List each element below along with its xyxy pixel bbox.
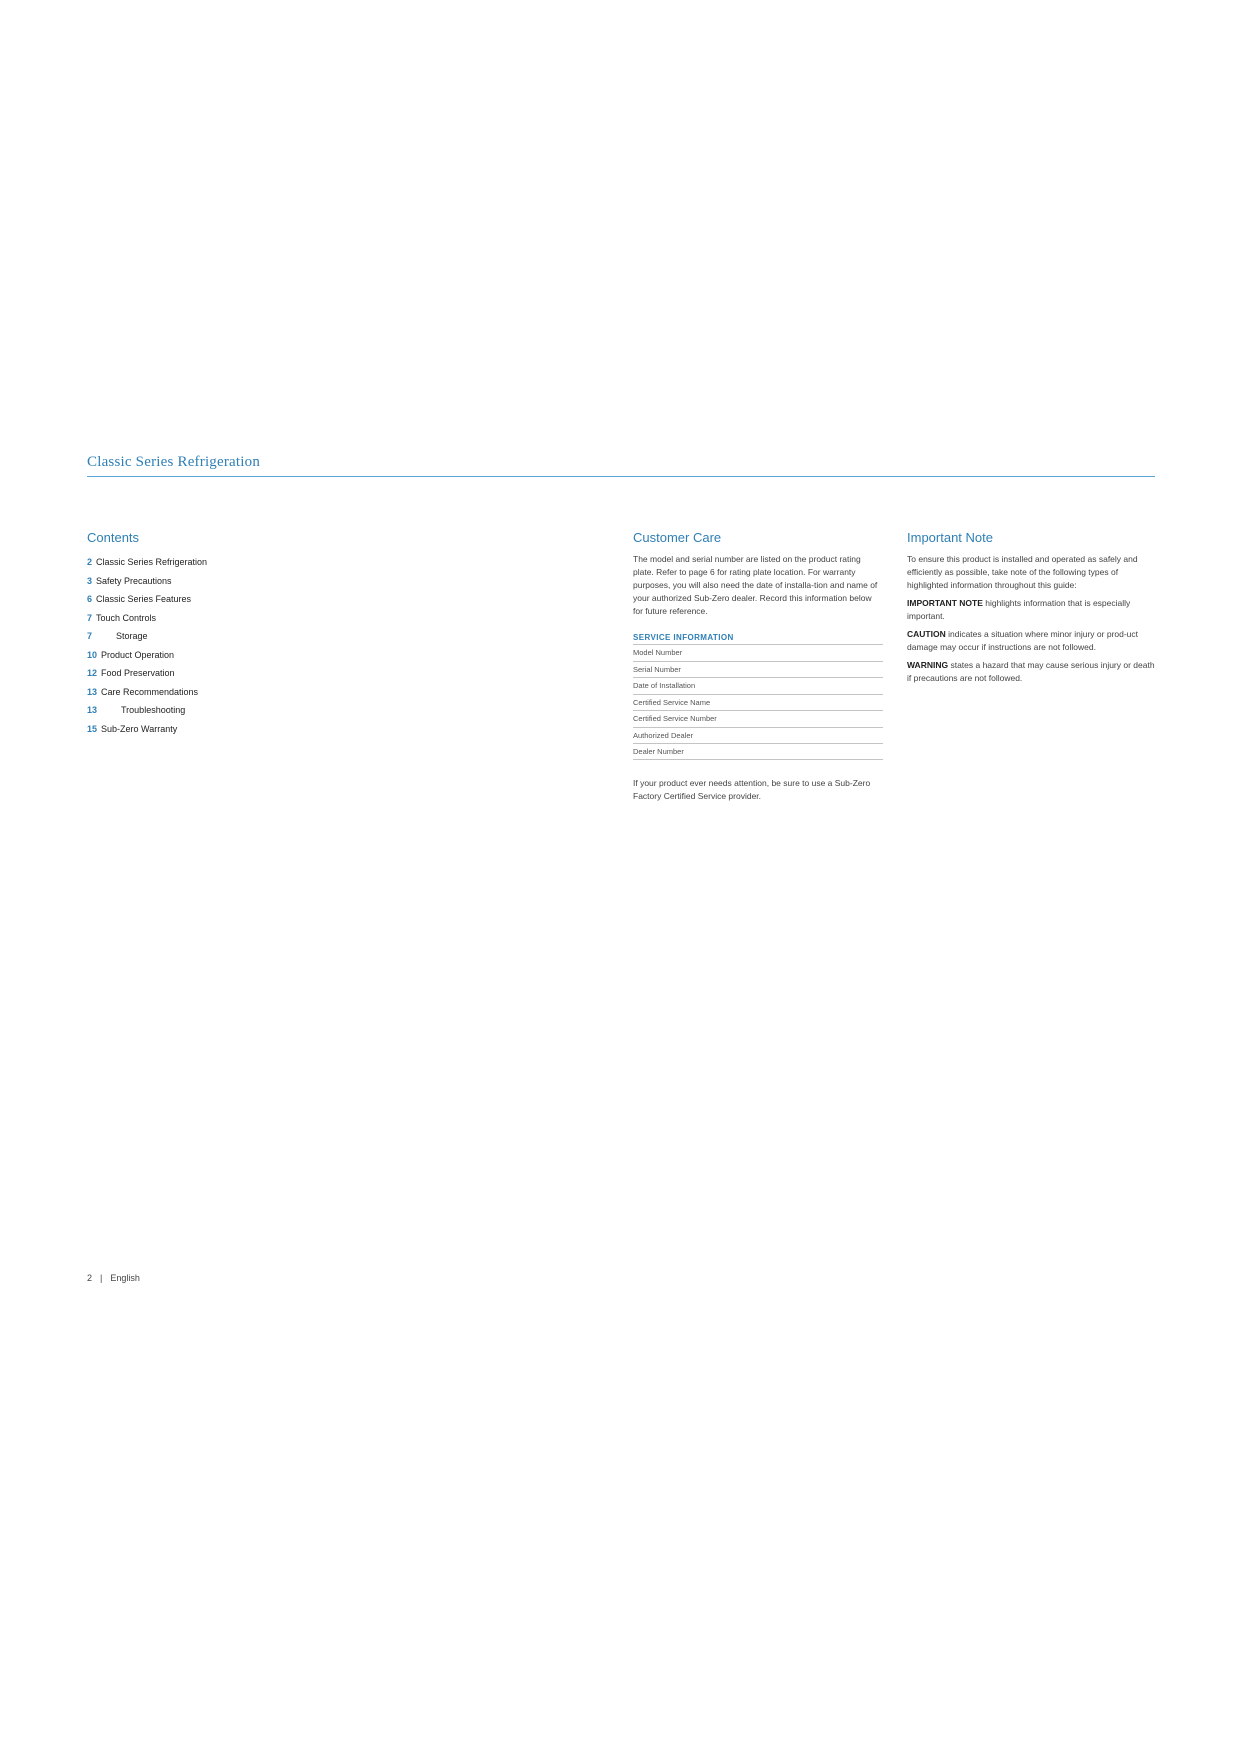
customer-care-section [633, 530, 883, 803]
page-title: Classic Series Refrigeration [87, 454, 261, 470]
footer-language: English [110, 1273, 140, 1283]
page-number: 2 [87, 1273, 93, 1283]
toc-item[interactable] [87, 664, 347, 683]
toc-label: Sub-Zero Warranty [101, 723, 178, 734]
important-note-intro: To ensure this product is installed and operated as safely and efficiently as possible, take note of the following types of highlighted information throughout this guide: [907, 554, 1138, 590]
toc-item[interactable] [87, 627, 347, 646]
note-text: indicates a situation where minor injury or prod-uct damage may occur if instructions are not followed. [907, 629, 1139, 652]
toc-page-number: 6 [87, 594, 93, 604]
service-field-serial-number[interactable]: Serial Number [633, 661, 883, 678]
toc-label: Troubleshooting [121, 705, 186, 715]
toc-page-number: 3 [87, 575, 93, 586]
note-term: WARNING [907, 660, 949, 670]
important-note-heading: Important Note [907, 530, 993, 545]
customer-care-heading: Customer Care [633, 530, 722, 545]
toc-page-number: 2 [87, 557, 93, 567]
service-field-authorized-dealer[interactable]: Authorized Dealer [633, 727, 883, 744]
toc-page-number: 13 [87, 686, 98, 697]
note-item-important [907, 597, 1157, 623]
toc-item[interactable] [87, 572, 347, 591]
note-item-warning [907, 659, 1157, 685]
service-field-dealer-number[interactable]: Dealer Number [633, 743, 883, 760]
service-field-certified-service-number[interactable]: Certified Service Number [633, 710, 883, 727]
customer-care-footer-text: If your product ever needs attention, be sure to use a Sub-Zero Factory Certified Service provider. [633, 777, 871, 801]
toc-label: Safety Precautions [96, 575, 172, 586]
service-field-date-of-installation[interactable]: Date of Installation [633, 677, 883, 694]
toc-item[interactable] [87, 609, 347, 628]
toc-item[interactable] [87, 553, 347, 572]
note-term: IMPORTANT NOTE [907, 598, 983, 608]
footer-separator: | [100, 1273, 103, 1283]
toc-label: Classic Series Refrigeration [96, 557, 208, 567]
service-field-model-number[interactable]: Model Number [633, 644, 883, 661]
toc-label: Touch Controls [96, 612, 157, 623]
service-information-form [633, 644, 883, 760]
toc-page-number: 15 [87, 723, 98, 734]
toc-page-number: 12 [87, 668, 98, 678]
toc-label: Product Operation [101, 649, 175, 660]
service-information-title: SERVICE INFORMATION [633, 633, 734, 642]
contents-section [87, 530, 347, 738]
note-item-caution [907, 628, 1157, 654]
toc-page-number: 10 [87, 649, 98, 660]
header-divider [87, 476, 1155, 477]
note-text: highlights information that is especially important. [907, 598, 1131, 621]
toc-item[interactable] [87, 683, 347, 702]
note-text: states a hazard that may cause serious injury or death if precautions are not followed. [907, 660, 1155, 683]
toc-item[interactable] [87, 701, 347, 720]
service-field-certified-service-name[interactable]: Certified Service Name [633, 694, 883, 711]
toc-item[interactable] [87, 720, 347, 739]
toc-page-number: 13 [87, 705, 98, 715]
important-note-section [907, 530, 1157, 690]
contents-heading: Contents [87, 530, 140, 545]
toc-label: Care Recommendations [101, 686, 199, 697]
toc-label: Classic Series Features [96, 594, 192, 604]
page-footer [87, 1273, 140, 1283]
toc-item[interactable] [87, 646, 347, 665]
toc-label: Storage [116, 631, 148, 641]
note-term: CAUTION [907, 629, 946, 639]
toc-page-number: 7 [87, 612, 93, 623]
toc-item[interactable] [87, 590, 347, 609]
toc-page-number: 7 [87, 631, 93, 641]
toc-label: Food Preservation [101, 668, 175, 678]
customer-care-intro: The model and serial number are listed on the product rating plate. Refer to page 6 for rating plate location. For warranty purposes, you will also need the date of installa-tion and name of your authorized Sub-Zero dealer. Record this information below for future reference. [633, 554, 878, 616]
contents-list [87, 553, 347, 738]
